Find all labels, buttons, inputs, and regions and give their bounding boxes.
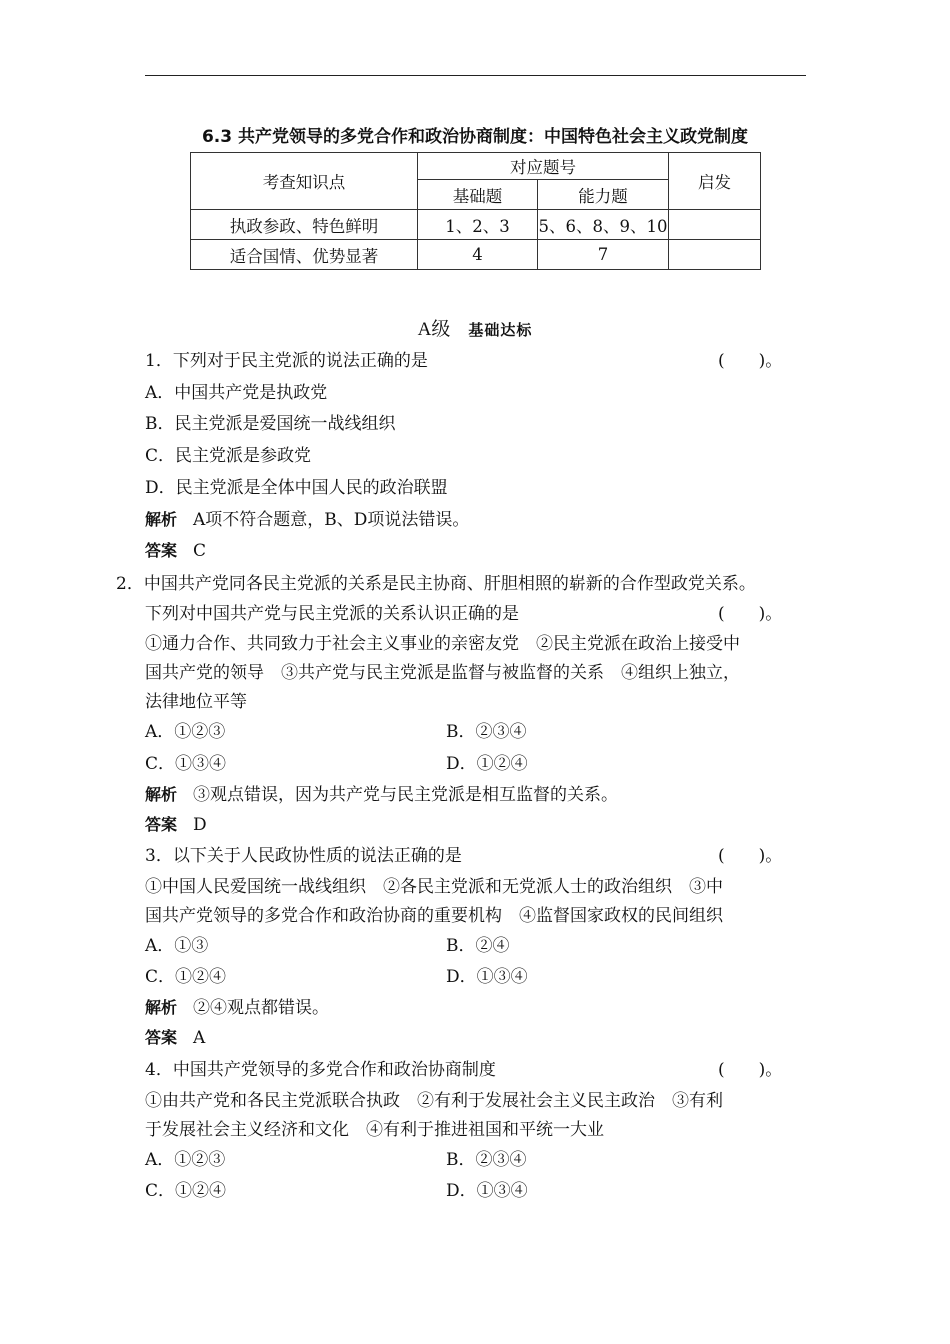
cell-ability: 7 <box>538 240 669 270</box>
q1-analysis <box>145 509 469 531</box>
q1-answer-text: C <box>193 541 207 561</box>
q3-items-line2: 国共产党领导的多党合作和政治协商的重要机构 ④监督国家政权的民间组织 <box>145 906 723 926</box>
q1-stem: 1．下列对于民主党派的说法正确的是 <box>145 351 428 371</box>
q4-option-a: A．①②③ <box>145 1150 226 1170</box>
q2-answer-text: D <box>193 815 207 835</box>
header-inspiration: 启发 <box>669 153 761 210</box>
table-row <box>191 210 761 240</box>
q2-answer <box>145 814 207 836</box>
q3-answer-text: A <box>193 1028 206 1048</box>
q2-option-a: A．①②③ <box>145 722 226 742</box>
q1-option-c: C．民主党派是参政党 <box>145 446 312 466</box>
q2-items-line3: 法律地位平等 <box>145 692 247 712</box>
analysis-label: 解析 <box>145 998 178 1017</box>
q4-option-b: B．②③④ <box>446 1150 527 1170</box>
section-name: 基础达标 <box>468 321 533 339</box>
header-rule <box>145 75 806 76</box>
header-knowledge-point: 考查知识点 <box>191 153 418 210</box>
q4-option-c: C．①②④ <box>145 1181 227 1201</box>
q1-option-d: D．民主党派是全体中国人民的政治联盟 <box>145 478 448 498</box>
q3-option-c: C．①②④ <box>145 967 227 987</box>
knowledge-table <box>190 152 761 270</box>
page-title: 6.3 共产党领导的多党合作和政治协商制度：中国特色社会主义政党制度 <box>201 127 749 147</box>
cell-inspire <box>669 240 761 270</box>
q3-items-line1: ①中国人民爱国统一战线组织 ②各民主党派和无党派人士的政治组织 ③中 <box>145 877 723 897</box>
q2-option-c: C．①③④ <box>145 754 227 774</box>
q4-stem: 4．中国共产党领导的多党合作和政治协商制度 <box>145 1060 496 1080</box>
q1-analysis-text: A项不符合题意，B、D项说法错误。 <box>193 510 470 530</box>
section-heading <box>0 314 950 341</box>
answer-label: 答案 <box>145 1028 178 1047</box>
cell-basic: 1、2、3 <box>418 210 538 240</box>
q2-analysis-text: ③观点错误，因为共产党与民主党派是相互监督的关系。 <box>193 785 619 805</box>
header-basic: 基础题 <box>418 180 538 210</box>
answer-label: 答案 <box>145 815 178 834</box>
section-level: A级 <box>417 319 451 340</box>
q1-option-a: A．中国共产党是执政党 <box>145 383 328 403</box>
q2-items-line1: ①通力合作、共同致力于社会主义事业的亲密友党 ②民主党派在政治上接受中 <box>145 634 740 654</box>
analysis-label: 解析 <box>145 785 178 804</box>
q2-analysis <box>145 784 618 806</box>
q3-answer-blank: ( )。 <box>718 846 783 866</box>
header-question-numbers: 对应题号 <box>418 153 669 180</box>
q2-answer-blank: ( )。 <box>718 604 783 624</box>
cell-point: 执政参政、特色鲜明 <box>191 210 418 240</box>
answer-label: 答案 <box>145 541 178 560</box>
q3-option-b: B．②④ <box>446 936 510 956</box>
q4-answer-blank: ( )。 <box>718 1060 783 1080</box>
q4-items-line2: 于发展社会主义经济和文化 ④有利于推进祖国和平统一大业 <box>145 1120 604 1140</box>
cell-basic: 4 <box>418 240 538 270</box>
analysis-label: 解析 <box>145 510 178 529</box>
q2-option-b: B．②③④ <box>446 722 527 742</box>
q2-option-d: D．①②④ <box>446 754 528 774</box>
header-ability: 能力题 <box>538 180 669 210</box>
q3-stem: 3．以下关于人民政协性质的说法正确的是 <box>145 846 462 866</box>
q4-option-d: D．①③④ <box>446 1181 528 1201</box>
q3-analysis-text: ②④观点都错误。 <box>193 998 330 1018</box>
cell-ability: 5、6、8、9、10 <box>538 210 669 240</box>
q1-answer-blank: ( )。 <box>718 351 783 371</box>
q3-option-d: D．①③④ <box>446 967 528 987</box>
table-row <box>191 240 761 270</box>
q2-stem-line2: 下列对中国共产党与民主党派的关系认识正确的是 <box>145 604 519 624</box>
cell-inspire <box>669 210 761 240</box>
q1-answer <box>145 540 206 562</box>
q1-option-b: B．民主党派是爱国统一战线组织 <box>145 414 396 434</box>
q3-analysis <box>145 997 329 1019</box>
cell-point: 适合国情、优势显著 <box>191 240 418 270</box>
q3-answer <box>145 1027 205 1049</box>
q4-items-line1: ①由共产党和各民主党派联合执政 ②有利于发展社会主义民主政治 ③有利 <box>145 1091 723 1111</box>
q2-stem-line1: 2．中国共产党同各民主党派的关系是民主协商、肝胆相照的崭新的合作型政党关系。 <box>116 574 756 594</box>
q2-items-line2: 国共产党的领导 ③共产党与民主党派是监督与被监督的关系 ④组织上独立， <box>145 663 740 683</box>
q3-option-a: A．①③ <box>145 936 209 956</box>
